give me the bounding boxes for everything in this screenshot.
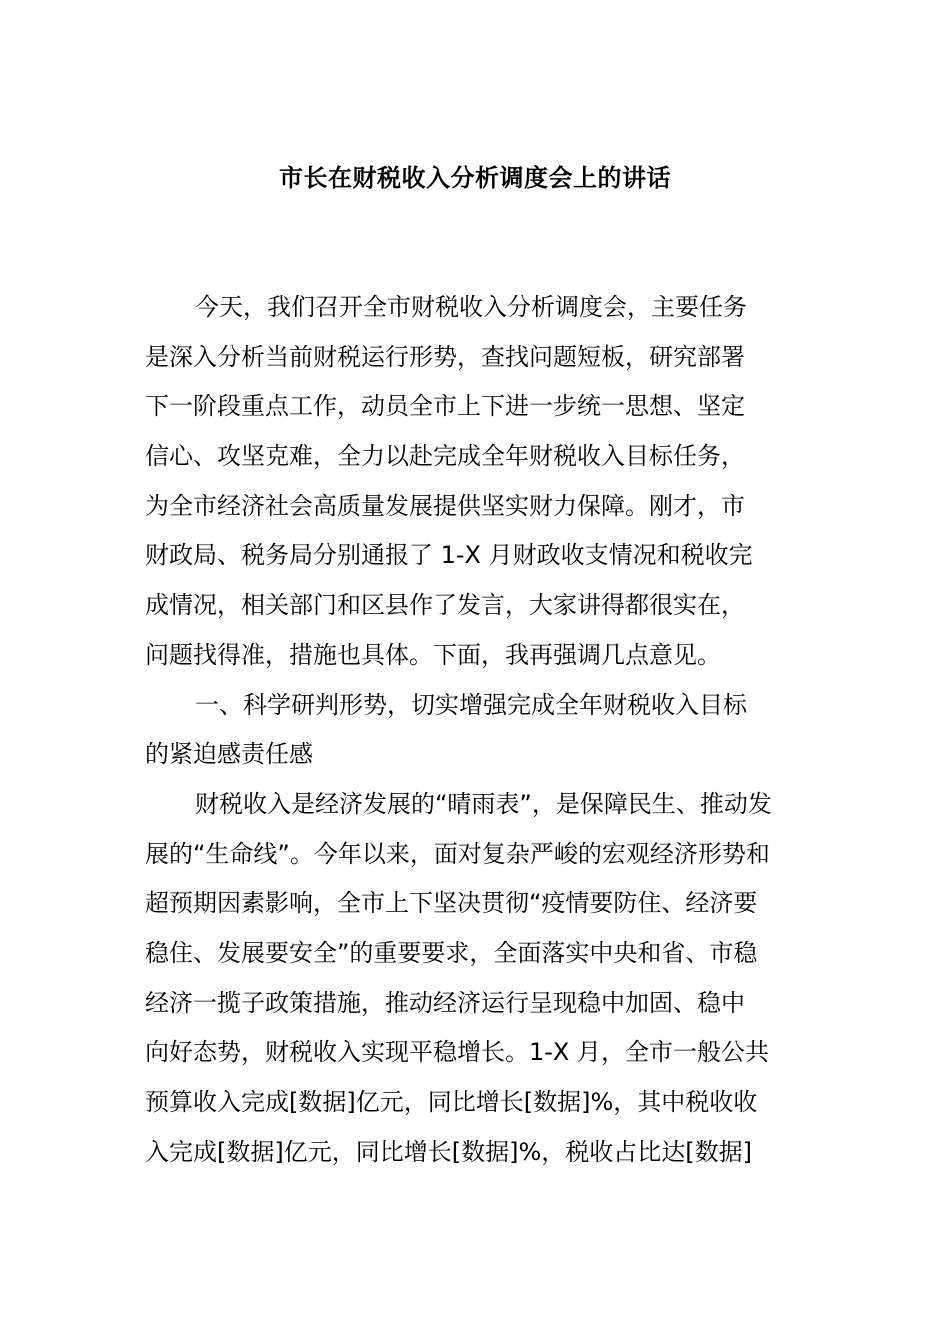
paragraph-line: 是深入分析当前财税运行形势，查找问题短板，研究部署 (145, 342, 745, 371)
paragraph-line: 财政局、税务局分别通报了 1-X 月财政收支情况和税收完 (145, 541, 753, 570)
paragraph-line: 成情况，相关部门和区县作了发言，大家讲得都很实在， (145, 591, 745, 620)
section-heading-line: 的紧迫感责任感 (145, 740, 313, 769)
paragraph-line: 信心、攻坚克难，全力以赴完成全年财税收入目标任务， (145, 442, 745, 471)
paragraph-line: 经济一揽子政策措施，推动经济运行呈现稳中加固、稳中 (145, 988, 745, 1017)
section-heading-line: 一、科学研判形势，切实增强完成全年财税收入目标 (195, 690, 747, 719)
paragraph-line: 超预期因素影响，全市上下坚决贯彻“疫情要防住、经济要 (145, 889, 758, 918)
paragraph-line: 预算收入完成[数据]亿元，同比增长[数据]%，其中税收收 (145, 1088, 758, 1116)
document-body (145, 283, 810, 1177)
paragraph-line: 展的“生命线”。今年以来，面对复杂严峻的宏观经济形势和 (145, 839, 770, 868)
paragraph-line: 为全市经济社会高质量发展提供坚实财力保障。刚才，市 (145, 491, 745, 520)
document-title: 市长在财税收入分析调度会上的讲话 (279, 164, 671, 192)
paragraph-line: 今天，我们召开全市财税收入分析调度会，主要任务 (195, 293, 747, 321)
paragraph-line: 问题找得准，措施也具体。下面，我再强调几点意见。 (145, 640, 721, 669)
paragraph-line: 向好态势，财税收入实现平稳增长。1-X 月，全市一般公共 (145, 1038, 769, 1067)
paragraph-line: 稳住、发展要安全”的重要要求，全面落实中央和省、市稳 (145, 938, 758, 967)
paragraph-line: 下一阶段重点工作，动员全市上下进一步统一思想、坚定 (145, 392, 745, 421)
paragraph-line: 入完成[数据]亿元，同比增长[数据]%，税收占比达[数据] (145, 1137, 752, 1166)
paragraph-line: 财税收入是经济发展的“晴雨表”，是保障民生、推动发 (195, 789, 772, 818)
